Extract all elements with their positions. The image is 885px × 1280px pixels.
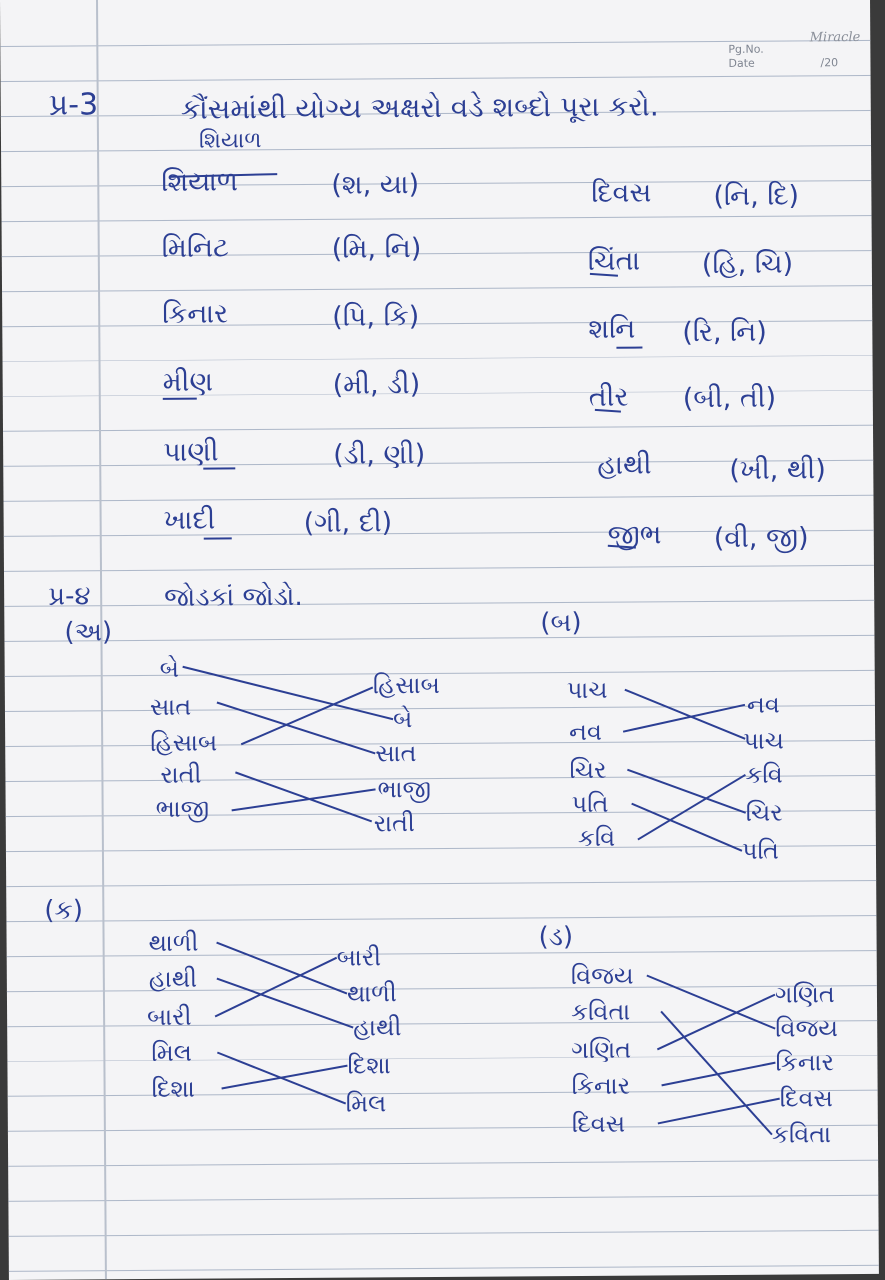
set-a-left: બે	[159, 654, 180, 683]
set-b-right: ચિર	[745, 798, 783, 827]
q3-number: પ્ર-3	[48, 87, 99, 123]
set-a-left: સાત	[149, 692, 192, 721]
q3-left-word: મીણ	[162, 366, 214, 398]
q3-left-word: ખાદી	[163, 504, 216, 536]
set-a-right: સાત	[375, 739, 417, 768]
q3-right-options: (વી, જી)	[713, 522, 809, 555]
set-c-connector	[217, 942, 347, 995]
set-c-right: મિલ	[345, 1089, 387, 1118]
q3-right-word: જીભ	[607, 519, 662, 551]
set-c-connector	[217, 1052, 345, 1105]
q3-left-options: (ગી, દી)	[303, 507, 393, 539]
q3-left-word: મિનિટ	[161, 232, 229, 264]
set-b-right: કવિ	[745, 760, 783, 789]
set-c-right: દિશા	[347, 1051, 391, 1080]
page-header-box	[720, 30, 860, 81]
set-b-connector	[623, 705, 745, 732]
set-d-right: કવિતા	[771, 1120, 832, 1149]
q3-left-options: (મી, ડી)	[332, 369, 421, 401]
set-b-connector	[637, 775, 745, 840]
set-c-left: બારી	[147, 1002, 192, 1031]
set-d-connector	[661, 1011, 772, 1136]
q3-left-word: પાણી	[163, 436, 219, 468]
set-c-connector	[217, 978, 353, 1029]
date-label: Date	[728, 56, 755, 70]
set-d-left: કવિતા	[570, 997, 631, 1027]
q3-right-options: (ખી, થી)	[729, 454, 827, 486]
q3-left-options: (શ, યા)	[331, 169, 420, 201]
brand-logo: Miracle	[809, 29, 861, 46]
q3-right-word: હાથી	[597, 449, 652, 481]
set-d-right: કિનાર	[775, 1048, 835, 1077]
set-c-left: થાળી	[148, 928, 199, 957]
set-b-left: ચિર	[569, 755, 607, 785]
q3-right-word: ચિંતા	[587, 245, 641, 277]
set-b-left: નવ	[569, 717, 603, 747]
set-b-label: (બ)	[540, 607, 582, 639]
set-a-right: રાતી	[373, 809, 415, 838]
set-b-connector	[632, 803, 742, 852]
set-b-left: કવિ	[577, 823, 616, 852]
set-c-left: મિલ	[151, 1038, 192, 1067]
set-a-right: બે	[392, 705, 413, 734]
set-a-label: (અ)	[64, 617, 113, 648]
set-a-right: હિસાબ	[372, 670, 440, 700]
set-b-right: પતિ	[741, 836, 779, 865]
q3-hint: શિયાળ	[198, 128, 262, 154]
set-d-left: કિનાર	[571, 1071, 631, 1101]
q3-right-word: શનિ	[588, 313, 636, 345]
q3-right-options: (નિ, દિ)	[713, 180, 800, 213]
q3-right-options: (રિ, નિ)	[682, 316, 767, 349]
set-d-connector	[657, 995, 775, 1050]
set-b-left: પાચ	[566, 675, 608, 705]
set-c-left: હાથી	[148, 964, 198, 993]
date-value: /20	[820, 56, 839, 70]
set-d-left: ગણિત	[571, 1035, 632, 1065]
set-a-connector	[217, 701, 375, 754]
set-d-right: વિજય	[775, 1014, 839, 1043]
set-c-right: હાથી	[353, 1013, 402, 1042]
q3-right-word: તીર	[588, 381, 629, 413]
q3-right-word: દિવસ	[591, 177, 652, 209]
q4-number: પ્ર-૪	[48, 581, 91, 612]
set-a-left: ભાજી	[155, 794, 210, 823]
q3-left-word: શિયાળ	[161, 166, 239, 198]
set-d-right: દિવસ	[779, 1084, 834, 1113]
q3-left-options: (મિ, નિ)	[331, 233, 422, 265]
set-b-left: પતિ	[571, 789, 609, 819]
set-d-connector	[661, 1063, 775, 1086]
set-c-connector	[215, 958, 337, 1017]
set-b-right: નવ	[746, 690, 780, 719]
set-a-connector	[241, 687, 373, 744]
set-b-connector	[625, 689, 745, 740]
q3-left-options: (પિ, કિ)	[332, 301, 420, 333]
set-c-left: દિશા	[151, 1074, 195, 1103]
q3-left-word: કિનાર	[162, 298, 229, 330]
pg-no-label: Pg.No.	[728, 42, 764, 56]
set-d-connector	[658, 1099, 780, 1124]
q3-left-options: (ડી, ણી)	[333, 439, 426, 471]
set-a-left: હિસાબ	[150, 728, 218, 757]
set-c-right: બારી	[336, 943, 382, 972]
q3-instruction: કૌંસમાંથી યોગ્ય અક્ષરો વડે શબ્દો પૂરા કરો.	[180, 89, 659, 126]
set-c-label: (ક)	[44, 895, 84, 926]
set-a-connector	[183, 665, 393, 720]
q4-instruction: જોડકાં જોડો.	[164, 581, 303, 613]
set-d-connector	[647, 975, 775, 1030]
set-a-left: રાતી	[160, 760, 202, 789]
set-c-right: થાળી	[346, 979, 397, 1008]
set-c-connector	[221, 1066, 347, 1089]
set-a-connector	[235, 771, 371, 822]
set-a-right: ભાજી	[377, 775, 432, 804]
set-d-left: વિજય	[570, 961, 634, 991]
set-b-connector	[627, 769, 745, 814]
set-b-right: પાચ	[743, 726, 784, 755]
set-d-label: (ડ)	[538, 922, 574, 953]
q3-right-options: (બી, તી)	[682, 382, 777, 415]
set-a-connector	[232, 789, 376, 810]
set-d-right: ગણિત	[774, 980, 835, 1009]
q3-right-options: (હિ, ચિ)	[701, 248, 794, 281]
set-d-left: દિવસ	[571, 1109, 626, 1139]
